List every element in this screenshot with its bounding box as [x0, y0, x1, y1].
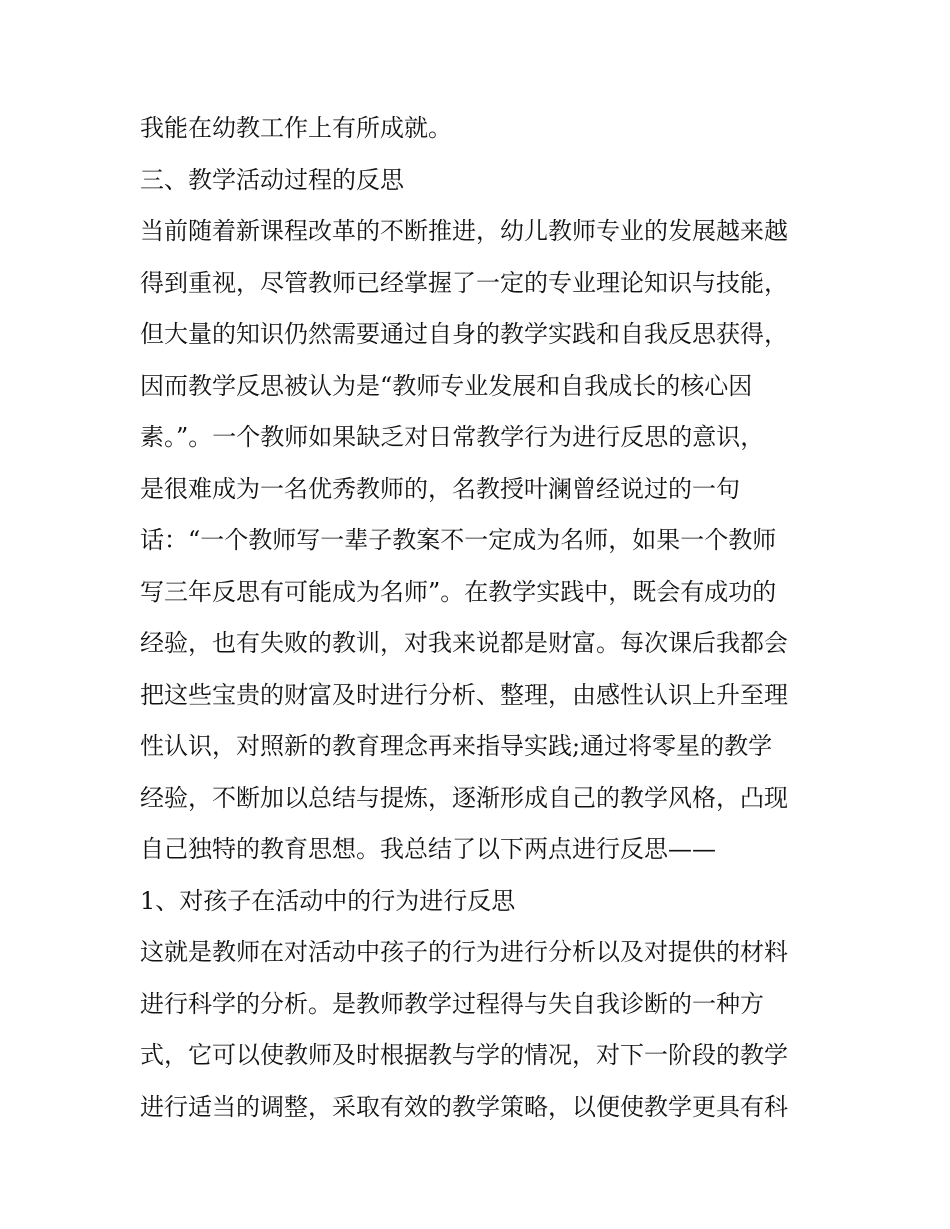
section-heading: 三、教学活动过程的反思: [140, 166, 404, 194]
text-line: 话：“一个教师写一辈子教案不一定成为名师，如果一个教师: [140, 526, 777, 554]
text-line: 但大量的知识仍然需要通过自身的教学实践和自我反思获得，: [140, 320, 788, 348]
text-line: 式，它可以使教师及时根据教与学的情况，对下一阶段的教学: [140, 1041, 788, 1069]
text-line: 经验，不断加以总结与提炼，逐渐形成自己的教学风格，凸现: [140, 784, 788, 812]
text-line: 是很难成为一名优秀教师的，名教授叶澜曾经说过的一句: [140, 475, 740, 503]
text-line: 写三年反思有可能成为名师”。在教学实践中，既会有成功的: [140, 578, 777, 606]
text-line: 因而教学反思被认为是“教师专业发展和自我成长的核心因: [140, 372, 753, 400]
text-line: 得到重视，尽管教师已经掌握了一定的专业理论知识与技能，: [140, 269, 788, 297]
text-line: 我能在幼教工作上有所成就。: [140, 114, 452, 142]
text-line: 进行科学的分析。是教师教学过程得与失自我诊断的一种方: [140, 990, 764, 1018]
text-line: 把这些宝贵的财富及时进行分析、整理，由感性认识上升至理: [140, 681, 788, 709]
text-line: 自己独特的教育思想。我总结了以下两点进行反思——: [140, 835, 716, 863]
text-line: 性认识，对照新的教育理念再来指导实践;通过将零星的教学: [140, 732, 773, 760]
subsection-heading: 1、对孩子在活动中的行为进行反思: [140, 887, 516, 915]
text-line: 这就是教师在对活动中孩子的行为进行分析以及对提供的材料: [140, 938, 788, 966]
text-line: 进行适当的调整，采取有效的教学策略，以便使教学更具有科: [140, 1093, 788, 1121]
text-line: 当前随着新课程改革的不断推进，幼儿教师专业的发展越来越: [140, 217, 788, 245]
text-line: 素。”。一个教师如果缺乏对日常教学行为进行反思的意识，: [140, 423, 765, 451]
text-line: 经验，也有失败的教训，对我来说都是财富。每次课后我都会: [140, 629, 788, 657]
